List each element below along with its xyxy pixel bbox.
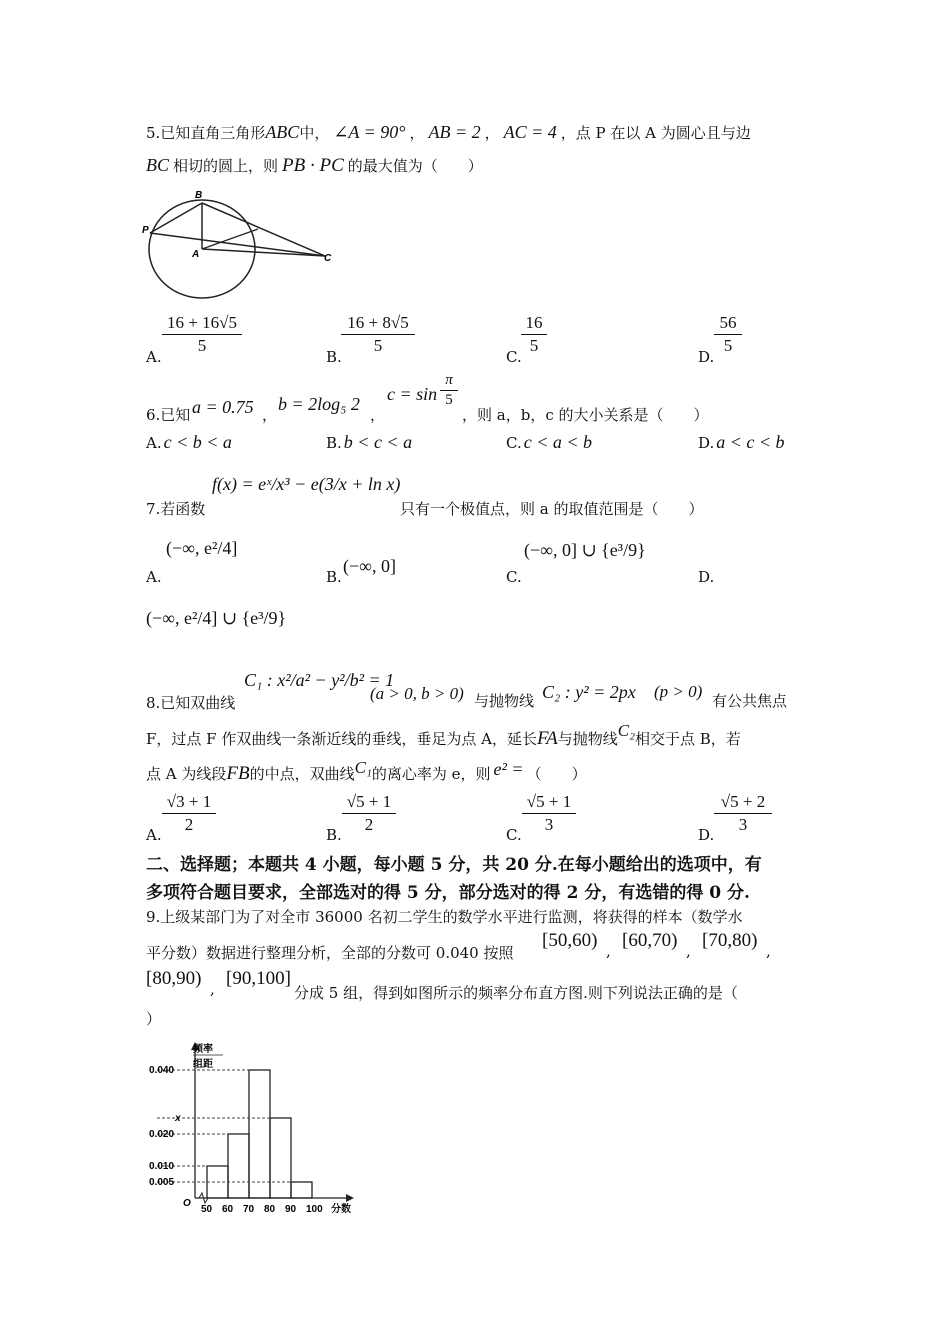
q5-tail1: ，点 P 在以 A 为圆心且与边 bbox=[560, 124, 751, 142]
fraction-bar bbox=[440, 390, 458, 391]
q5-option-d-label: D. bbox=[698, 348, 715, 366]
q6-pi-num: π bbox=[445, 372, 453, 388]
q9-sep1: , bbox=[606, 942, 611, 960]
q8-cond2: (p > 0) bbox=[654, 682, 703, 701]
q7-option-a-label: A. bbox=[146, 568, 162, 586]
q8-option-c bbox=[522, 792, 576, 835]
histogram-chart bbox=[145, 1040, 375, 1215]
q8-c1: C₁ bbox=[354, 758, 372, 777]
q6-option-c-label: C. bbox=[506, 434, 522, 452]
q8-option-b-den: 2 bbox=[364, 815, 374, 834]
x-label: 分数 bbox=[331, 1204, 351, 1215]
q7-option-d-text: (−∞, e²/4] ∪ {e³/9} bbox=[146, 608, 287, 628]
x-tick-label-100: 100 bbox=[306, 1204, 323, 1215]
q8-line2b: 与抛物线 bbox=[557, 730, 618, 748]
q5-label-b: B bbox=[195, 190, 203, 201]
q5-option-c-label: C. bbox=[506, 348, 522, 366]
q8-cond1: (a > 0, b > 0) bbox=[370, 684, 464, 703]
q9-group-1: [50,60) bbox=[542, 930, 598, 951]
q5-option-a-num: 16 + 16√5 bbox=[167, 313, 237, 332]
q8-option-a bbox=[162, 792, 216, 835]
q8-fa: FA bbox=[536, 728, 558, 749]
q8-option-c-den: 3 bbox=[544, 815, 554, 834]
q6-pi-den: 5 bbox=[445, 392, 453, 408]
q8-option-c-label: C. bbox=[506, 826, 522, 844]
q5-option-b-label: B. bbox=[326, 348, 342, 366]
q8-para: C₂ : y² = 2px bbox=[542, 682, 636, 702]
q5-option-c-num: 16 bbox=[525, 313, 543, 332]
q8-option-a-den: 2 bbox=[184, 815, 194, 834]
x-tick-label-50: 50 bbox=[201, 1204, 213, 1215]
y-tick-label-1: 0.010 bbox=[149, 1161, 175, 1172]
q8-line3b: 的中点，双曲线 bbox=[249, 765, 355, 783]
q8-line3 bbox=[146, 758, 587, 785]
q8-fb: FB bbox=[226, 763, 250, 784]
fraction-bar bbox=[714, 813, 772, 814]
q5-option-a-den: 5 bbox=[197, 336, 207, 355]
y-label-bottom: 组距 bbox=[193, 1059, 213, 1070]
q8-c2: C₂ bbox=[617, 721, 635, 740]
q5-label-c: C bbox=[324, 253, 332, 264]
q8-mid: 与抛物线 bbox=[474, 692, 535, 710]
histogram-bar-5 bbox=[291, 1182, 312, 1198]
q6-comma2: ， bbox=[370, 406, 386, 424]
q6-option-b-label: B. bbox=[326, 434, 342, 452]
q6-option-c bbox=[506, 432, 592, 453]
q6-c-frac bbox=[440, 372, 458, 409]
q5-seg-ac bbox=[202, 249, 325, 256]
q8-option-a-label: A. bbox=[146, 826, 162, 844]
fraction-bar bbox=[162, 813, 216, 814]
q6-option-a-text: c < b < a bbox=[163, 432, 232, 452]
q6-option-c-text: c < a < b bbox=[523, 432, 593, 452]
fraction-bar bbox=[162, 334, 242, 335]
q8-tail1: 有公共焦点 bbox=[712, 692, 788, 710]
q7-func: f(x) = eˣ/x³ − e(3/x + ln x) bbox=[212, 474, 401, 494]
fraction-bar bbox=[341, 334, 415, 335]
q9-group-4: [80,90) bbox=[146, 968, 202, 989]
section2-line2: 多项符合题目要求，全部选对的得 5 分，部分选对的得 2 分，有选错的得 0 分. bbox=[146, 883, 750, 903]
q8-line2c: 相交于点 B，若 bbox=[635, 730, 741, 748]
q8-hyper: C₁ : x²/a² − y²/b² = 1 bbox=[244, 670, 395, 690]
histogram-bar-3 bbox=[249, 1070, 270, 1198]
q8-option-d-num: √5 + 2 bbox=[720, 792, 766, 811]
q6-stem: 6.已知 bbox=[146, 406, 191, 424]
fraction-bar bbox=[522, 813, 576, 814]
q9-sep3: , bbox=[766, 942, 771, 960]
q8-option-d-den: 3 bbox=[738, 815, 748, 834]
x-tick-label-70: 70 bbox=[243, 1204, 255, 1215]
q8-line2a: F，过点 F 作双曲线一条渐近线的垂线，垂足为点 A，延长 bbox=[146, 730, 537, 748]
q5-option-d-num: 56 bbox=[719, 313, 737, 332]
q5-mid1: 中， bbox=[299, 124, 330, 142]
q8-option-c-num: √5 + 1 bbox=[526, 792, 572, 811]
q9-line2: 平分数）数据进行整理分析，全部的分数可 0.040 按照 bbox=[146, 944, 514, 962]
q5-tail2: 的最大值为（ ） bbox=[347, 157, 483, 175]
q8-line2 bbox=[146, 721, 741, 750]
q9-group-5: [90,100] bbox=[226, 968, 291, 989]
q7-option-c-text: (−∞, 0] ∪ {e³/9} bbox=[524, 540, 646, 560]
q6-option-a-label: A. bbox=[146, 434, 162, 452]
q8-option-b-num: √5 + 1 bbox=[346, 792, 392, 811]
fraction-bar bbox=[714, 334, 742, 335]
q5-option-d bbox=[714, 313, 742, 356]
q8-line3d: （ ） bbox=[526, 765, 587, 783]
q8-option-b-label: B. bbox=[326, 826, 342, 844]
q8-stem1: 8.已知双曲线 bbox=[146, 694, 236, 712]
q8-option-d bbox=[714, 792, 772, 835]
histogram-bar-4 bbox=[270, 1118, 291, 1198]
q5-seg-pb bbox=[150, 203, 202, 233]
q9-group-2: [60,70) bbox=[622, 930, 678, 951]
q5-line2 bbox=[146, 155, 483, 177]
q9-sep2: , bbox=[686, 942, 691, 960]
q7-tail: 只有一个极值点，则 a 的取值范围是（ ） bbox=[400, 500, 704, 518]
q7-option-d-label: D. bbox=[698, 568, 715, 586]
q5-expr: PB · PC bbox=[282, 155, 344, 176]
q5-option-b-den: 5 bbox=[373, 336, 383, 355]
q5-line1: 5.已知直角三角形ABC中， ∠A = 90° ， AB = 2 ， AC = 4 ，点 P 在以 A 为圆心且与边 bbox=[146, 122, 751, 142]
q5-label-p: P bbox=[142, 225, 149, 236]
origin-label: O bbox=[183, 1198, 191, 1209]
x-axis-arrow bbox=[346, 1194, 354, 1202]
section2-line1: 二、选择题；本题共 4 小题，每小题 5 分，共 20 分.在每小题给出的选项中，有 bbox=[146, 855, 762, 875]
q7-option-b-text: (−∞, 0] bbox=[343, 556, 396, 576]
q7-option-b-label: B. bbox=[326, 568, 342, 586]
y-tick-label-2: 0.020 bbox=[149, 1129, 175, 1140]
q7-option-a-text: (−∞, e²/4] bbox=[166, 538, 238, 558]
q9-tail: 分成 5 组，得到如图所示的频率分布直方图.则下列说法正确的是（ bbox=[294, 984, 738, 1002]
q8-option-a-num: √3 + 1 bbox=[166, 792, 212, 811]
fraction-bar bbox=[521, 334, 547, 335]
q5-stem2: 相切的圆上，则 bbox=[173, 157, 279, 175]
q5-figure bbox=[140, 185, 340, 305]
q6-a: a = 0.75 bbox=[192, 397, 254, 417]
q7-stem: 7.若函数 bbox=[146, 500, 206, 518]
q9-sep4: , bbox=[210, 980, 215, 998]
q6-c: c = sin bbox=[387, 384, 438, 404]
q8-line3c: 的离心率为 e，则 bbox=[371, 765, 491, 783]
q6-option-b bbox=[326, 432, 412, 453]
y-tick-label-3: 0.040 bbox=[149, 1065, 175, 1076]
q6-option-d bbox=[698, 432, 785, 453]
q6-option-b-text: b < c < a bbox=[343, 432, 413, 452]
q9-group-3: [70,80) bbox=[702, 930, 758, 951]
q5-option-a bbox=[162, 313, 242, 356]
q5-option-b-num: 16 + 8√5 bbox=[347, 313, 409, 332]
histogram-bar-2 bbox=[228, 1134, 249, 1198]
q7-option-c-label: C. bbox=[506, 568, 522, 586]
y-tick-label-5: 0.005 bbox=[149, 1177, 175, 1188]
histogram-bars bbox=[149, 1065, 323, 1215]
q5-ac: AC = 4 bbox=[503, 122, 557, 142]
q8-option-b bbox=[342, 792, 396, 835]
q5-tri: ABC bbox=[265, 122, 300, 142]
q6-comma1: ， bbox=[262, 406, 278, 424]
q8-e2: e² = bbox=[493, 759, 524, 779]
fraction-bar bbox=[342, 813, 396, 814]
q8-line3a: 点 A 为线段 bbox=[146, 765, 227, 783]
q5-angle: ∠A = 90° bbox=[333, 122, 406, 142]
y-tick-label-4: x bbox=[175, 1113, 181, 1124]
q6-option-a bbox=[146, 432, 232, 453]
q5-option-d-den: 5 bbox=[723, 336, 733, 355]
q5-option-c bbox=[521, 313, 547, 356]
q6-tail: ，则 a，b，c 的大小关系是（ ） bbox=[462, 406, 709, 424]
q8-option-d-label: D. bbox=[698, 826, 715, 844]
q5-label-a: A bbox=[192, 249, 200, 260]
x-tick-label-60: 60 bbox=[222, 1204, 234, 1215]
q5-option-a-label: A. bbox=[146, 348, 162, 366]
q9-line1: 9.上级某部门为了对全市 36000 名初二学生的数学水平进行监测，将获得的样本（数学水 bbox=[146, 908, 743, 926]
q9-line4: ） bbox=[146, 1010, 162, 1028]
x-tick-label-90: 90 bbox=[285, 1204, 297, 1215]
x-tick-label-80: 80 bbox=[264, 1204, 276, 1215]
q6-option-d-label: D. bbox=[698, 434, 715, 452]
q5-stem1: 5.已知直角三角形 bbox=[146, 124, 266, 142]
q6-option-d-text: a < c < b bbox=[716, 432, 785, 452]
q5-option-b bbox=[341, 313, 415, 356]
y-label-top: 频率 bbox=[193, 1044, 213, 1055]
q6-b: b = 2log₅ 2 bbox=[278, 394, 360, 414]
q5-bc: BC bbox=[146, 155, 170, 175]
q5-option-c-den: 5 bbox=[529, 336, 539, 355]
q5-ab: AB = 2 bbox=[428, 122, 481, 142]
